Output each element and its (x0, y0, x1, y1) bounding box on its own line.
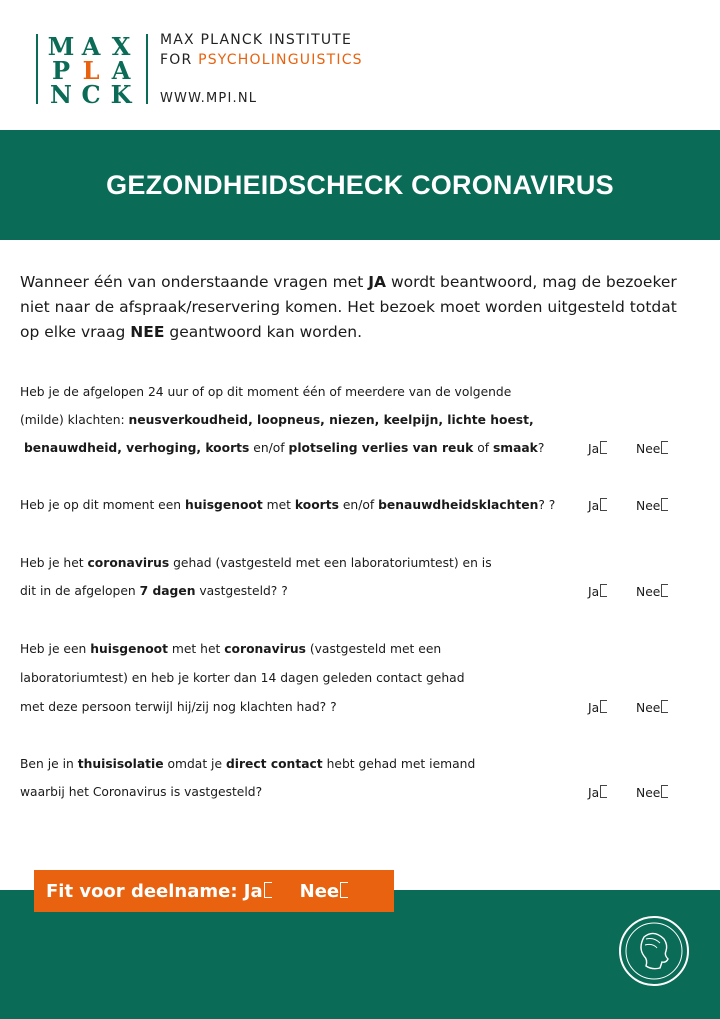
question-text (24, 441, 544, 455)
question-text-bold: huisgenoot (185, 498, 263, 512)
checkbox-icon (661, 700, 668, 713)
no-checkbox[interactable] (636, 584, 668, 599)
question-text-part: en/of (249, 441, 289, 455)
question-text-part: omdat je (163, 757, 226, 771)
logo-letter: L (82, 56, 100, 85)
fit-label: Fit voor deelname: Ja (46, 880, 263, 902)
question-text: laboratoriumtest) en heb je korter dan 14 dagen geleden contact gehad (20, 671, 465, 685)
yes-label: Ja (588, 786, 600, 800)
intro-text: wordt beantwoord, mag de bezoeker niet naar de afspraak/reservering komen. Het bezoek moet worden uitgesteld totdat op elke vraag (20, 273, 677, 341)
question-text-bold: benauwdheid, verhoging, koorts (24, 441, 250, 455)
question-text: Heb je de afgelopen 24 uur of op dit moment één of meerdere van de volgende (20, 385, 512, 399)
question-text-part: Heb je het (20, 556, 88, 570)
logo-letter: A (81, 32, 101, 61)
question-text-part: en/of (338, 498, 379, 512)
question-text-bold: coronavirus (224, 642, 306, 656)
fit-no-option[interactable] (300, 881, 348, 902)
question-text-bold: koorts (294, 498, 339, 512)
logo-letter: P (51, 56, 71, 85)
no-label: Nee (636, 701, 661, 715)
question-text-part: gehad (vastgesteld met een laboratoriumtest) en is (169, 556, 492, 570)
checkbox-icon (264, 882, 272, 898)
question-text-bold: plotseling verlies van reuk (288, 441, 474, 455)
no-checkbox[interactable] (636, 785, 668, 800)
question-text-part: dit in de afgelopen (20, 584, 140, 598)
yes-label: Ja (588, 499, 600, 513)
no-checkbox[interactable] (636, 498, 668, 513)
no-label: Nee (636, 442, 661, 456)
no-label: Nee (636, 499, 661, 513)
question-text: waarbij het Coronavirus is vastgesteld? (20, 785, 263, 799)
title-band (0, 130, 720, 240)
question-text-bold: benauwdheidsklachten (378, 498, 539, 512)
logo-letter: A (111, 56, 131, 85)
website-link[interactable]: WWW.MPI.NL (160, 91, 258, 106)
yes-label: Ja (588, 701, 600, 715)
no-label: Nee (636, 585, 661, 599)
question-text-part: met het (167, 642, 225, 656)
question-text-part: vastgesteld? ? (195, 584, 288, 598)
intro-paragraph (20, 270, 700, 345)
fit-for-participation-box (34, 870, 394, 912)
logo-letter: N (50, 80, 72, 109)
checkbox-icon (600, 785, 607, 798)
yes-checkbox[interactable] (588, 441, 607, 456)
question-text (20, 556, 492, 570)
question-text-part: hebt gehad met iemand (322, 757, 476, 771)
no-label: Nee (636, 786, 661, 800)
yes-label: Ja (588, 442, 600, 456)
question-text-bold: direct contact (225, 757, 323, 771)
question-text (20, 584, 288, 598)
question-text-bold: neusverkoudheid, loopneus, niezen, keelpijn, lichte hoest, (128, 413, 534, 427)
checkbox-icon (340, 882, 348, 898)
fit-no-label: Nee (299, 880, 340, 902)
checkbox-icon (600, 441, 607, 454)
question-text-part: Heb je op dit moment een (20, 498, 186, 512)
max-planck-logo (46, 32, 136, 108)
fit-yes-option[interactable] (46, 881, 272, 902)
institute-prefix: FOR (160, 52, 199, 68)
checkbox-icon (600, 498, 607, 511)
question-text-bold: thuisisolatie (77, 757, 164, 771)
minerva-seal-icon (618, 915, 690, 987)
question-text-bold: smaak (492, 441, 538, 455)
question-text-part: Heb je een (20, 642, 91, 656)
page-title: GEZONDHEIDSCHECK CORONAVIRUS (106, 169, 614, 200)
header (0, 0, 720, 130)
question-text-part: of (473, 441, 493, 455)
question-text-part: (vastgesteld met een (305, 642, 442, 656)
institute-name (160, 30, 363, 70)
institute-line-2 (160, 50, 363, 70)
checkbox-icon (661, 584, 668, 597)
intro-text: Wanneer één van onderstaande vragen met (20, 273, 369, 291)
logo-letter: X (111, 32, 131, 61)
checkbox-icon (661, 441, 668, 454)
logo-letter: M (47, 32, 75, 61)
yes-checkbox[interactable] (588, 584, 607, 599)
logo-divider-left (36, 34, 38, 104)
intro-text: geantwoord kan worden. (164, 323, 363, 341)
logo-divider (146, 34, 148, 104)
logo-letter: K (110, 80, 132, 109)
question-text-part: ? (537, 441, 545, 455)
yes-label: Ja (588, 585, 600, 599)
question-text-bold: huisgenoot (90, 642, 168, 656)
institute-line-1: MAX PLANCK INSTITUTE (160, 32, 353, 48)
question-text (20, 498, 555, 512)
checkbox-icon (661, 498, 668, 511)
question-text-part: met (262, 498, 295, 512)
question-text-bold: 7 dagen (139, 584, 196, 598)
no-checkbox[interactable] (636, 700, 668, 715)
logo-letter: C (81, 80, 101, 109)
question-text-part: (milde) klachten: (20, 413, 129, 427)
yes-checkbox[interactable] (588, 785, 607, 800)
institute-highlight: PSYCHOLINGUISTICS (198, 52, 363, 68)
question-text (20, 642, 441, 656)
question-text-part: ? ? (538, 498, 556, 512)
question-text (20, 757, 475, 771)
question-text-part: Ben je in (20, 757, 78, 771)
checkbox-icon (600, 700, 607, 713)
checkbox-icon (600, 584, 607, 597)
question-text: met deze persoon terwijl hij/zij nog klachten had? ? (20, 700, 337, 714)
yes-checkbox[interactable] (588, 498, 607, 513)
checkbox-icon (661, 785, 668, 798)
question-text-bold: coronavirus (87, 556, 170, 570)
question-text (20, 413, 534, 427)
no-checkbox[interactable] (636, 441, 668, 456)
yes-checkbox[interactable] (588, 700, 607, 715)
intro-bold: NEE (130, 323, 165, 341)
intro-bold: JA (368, 273, 387, 291)
